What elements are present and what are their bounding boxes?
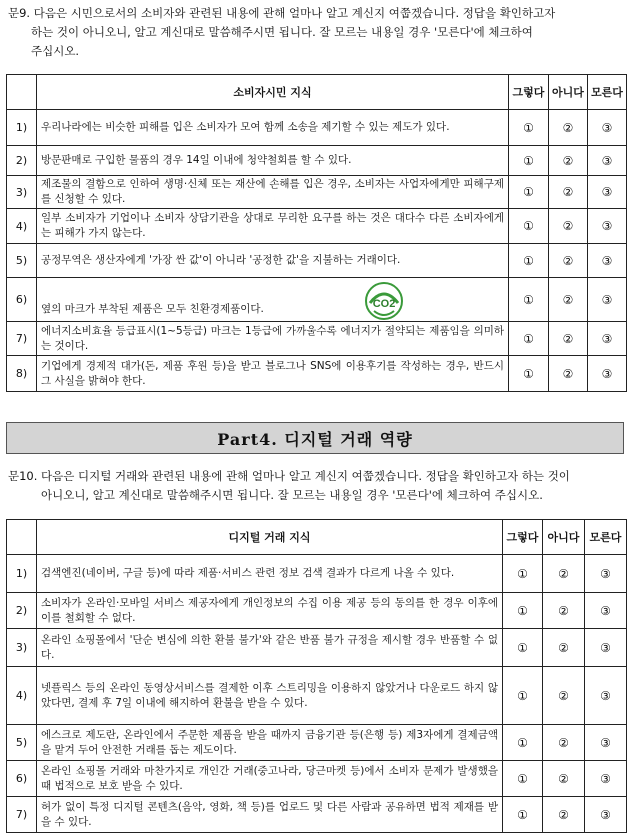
- option-yes[interactable]: ①: [503, 667, 543, 725]
- option-dunno[interactable]: ③: [585, 761, 627, 797]
- q9-prompt: [8, 4, 626, 61]
- q10-header-topic: 디지털 거래 지식: [37, 520, 503, 555]
- q9-prompt-line-1: 문9. 다음은 시민으로서의 소비자와 관련된 내용에 관해 얼마나 알고 계신지 여쭙겠습니다. 정답을 확인하고자: [8, 6, 556, 20]
- q10-prompt: [8, 467, 626, 505]
- option-no[interactable]: ②: [549, 176, 588, 209]
- option-yes[interactable]: ①: [503, 797, 543, 833]
- option-dunno[interactable]: ③: [585, 797, 627, 833]
- option-dunno[interactable]: ③: [585, 555, 627, 593]
- q9-header-topic: 소비자시민 지식: [37, 75, 509, 110]
- row-statement: 허가 없이 특정 디지털 콘텐츠(음악, 영화, 책 등)를 업로드 및 다른 사람과 공유하면 법적 제재를 받을 수 있다.: [37, 797, 503, 833]
- row-statement: 우리나라에는 비슷한 피해를 입은 소비자가 모여 함께 소송을 제기할 수 있는 제도가 있다.: [37, 110, 509, 146]
- row-statement: 방문판매로 구입한 물품의 경우 14일 이내에 청약철회를 할 수 있다.: [37, 146, 509, 176]
- q10-table: [6, 519, 627, 833]
- q9-header-dunno: 모른다: [588, 75, 627, 110]
- part4-title: Part4. 디지털 거래 역량: [217, 429, 413, 449]
- option-dunno[interactable]: ③: [585, 629, 627, 667]
- q9-header-no: 아니다: [549, 75, 588, 110]
- option-dunno[interactable]: ③: [588, 110, 627, 146]
- option-yes[interactable]: ①: [509, 322, 549, 356]
- table-row: [7, 629, 627, 667]
- option-yes[interactable]: ①: [509, 146, 549, 176]
- row-number: 7): [7, 797, 37, 833]
- row-number: 8): [7, 356, 37, 392]
- q10-header-num: [7, 520, 37, 555]
- row-number: 1): [7, 555, 37, 593]
- option-no[interactable]: ②: [549, 110, 588, 146]
- option-dunno[interactable]: ③: [588, 244, 627, 278]
- row-statement: 기업에게 경제적 대가(돈, 제품 후원 등)을 받고 블로그나 SNS에 이용후기를 작성하는 경우, 반드시 그 사실을 밝혀야 한다.: [37, 356, 509, 392]
- option-yes[interactable]: ①: [503, 761, 543, 797]
- option-no[interactable]: ②: [549, 209, 588, 244]
- option-dunno[interactable]: ③: [588, 356, 627, 392]
- row-number: 5): [7, 244, 37, 278]
- option-yes[interactable]: ①: [509, 209, 549, 244]
- option-dunno[interactable]: ③: [588, 322, 627, 356]
- row-statement: 검색엔진(네이버, 구글 등)에 따라 제품·서비스 관련 정보 검색 결과가 다르게 나올 수 있다.: [37, 555, 503, 593]
- row-number: 2): [7, 146, 37, 176]
- table-row: [7, 555, 627, 593]
- row-number: 1): [7, 110, 37, 146]
- q10-header-no: 아니다: [543, 520, 585, 555]
- option-yes[interactable]: ①: [509, 244, 549, 278]
- option-yes[interactable]: ①: [509, 110, 549, 146]
- option-dunno[interactable]: ③: [588, 176, 627, 209]
- option-dunno[interactable]: ③: [588, 209, 627, 244]
- option-no[interactable]: ②: [543, 797, 585, 833]
- option-no[interactable]: ②: [549, 244, 588, 278]
- option-dunno[interactable]: ③: [585, 593, 627, 629]
- q9-prompt-line-2: 하는 것이 아니오니, 알고 계신대로 말씀해주시면 됩니다. 잘 모르는 내용일 경우 '모른다'에 체크하여: [31, 25, 533, 39]
- row-number: 7): [7, 322, 37, 356]
- option-no[interactable]: ②: [549, 146, 588, 176]
- option-dunno[interactable]: ③: [585, 667, 627, 725]
- option-yes[interactable]: ①: [503, 725, 543, 761]
- q10-prompt-line-2: 아니오니, 알고 계신대로 말씀해주시면 됩니다. 잘 모르는 내용일 경우 '모른다'에 체크하여 주십시오.: [41, 488, 543, 502]
- q10-header-row: [7, 520, 627, 555]
- row-number: 6): [7, 761, 37, 797]
- row-number: 2): [7, 593, 37, 629]
- table-row: [7, 725, 627, 761]
- table-row: [7, 797, 627, 833]
- row-number: 4): [7, 209, 37, 244]
- q9-prompt-line-3: 주십시오.: [31, 44, 80, 58]
- row-statement: 소비자가 온라인·모바일 서비스 제공자에게 개인정보의 수집 이용 제공 등의 동의를 한 경우 이후에 이를 철회할 수 없다.: [37, 593, 503, 629]
- option-yes[interactable]: ①: [509, 176, 549, 209]
- table-row: [7, 761, 627, 797]
- q9-header-row: [7, 75, 627, 110]
- option-yes[interactable]: ①: [503, 555, 543, 593]
- table-row: [7, 146, 627, 176]
- option-no[interactable]: ②: [543, 667, 585, 725]
- option-yes[interactable]: ①: [503, 593, 543, 629]
- row-statement: [37, 278, 509, 322]
- q10-header-yes: 그렇다: [503, 520, 543, 555]
- option-no[interactable]: ②: [549, 278, 588, 322]
- row-statement: 온라인 쇼핑몰 거래와 마찬가지로 개인간 거래(중고나라, 당근마켓 등)에서 소비자 문제가 발생했을 때 법적으로 보호 받을 수 있다.: [37, 761, 503, 797]
- table-row: [7, 356, 627, 392]
- q10-header-dunno: 모른다: [585, 520, 627, 555]
- table-row: [7, 278, 627, 322]
- table-row: [7, 593, 627, 629]
- row-statement: 공정무역은 생산자에게 '가장 싼 값'이 아니라 '공정한 값'을 지불하는 거래이다.: [37, 244, 509, 278]
- row-number: 6): [7, 278, 37, 322]
- co2-certification-logo: [364, 281, 404, 321]
- option-dunno[interactable]: ③: [585, 725, 627, 761]
- option-yes[interactable]: ①: [503, 629, 543, 667]
- option-no[interactable]: ②: [543, 629, 585, 667]
- table-row: [7, 322, 627, 356]
- option-yes[interactable]: ①: [509, 278, 549, 322]
- row-number: 3): [7, 176, 37, 209]
- row-statement: 일부 소비자가 기업이나 소비자 상담기관을 상대로 무리한 요구를 하는 것은 대다수 다른 소비자에게는 피해가 가지 않는다.: [37, 209, 509, 244]
- row-statement: 제조물의 결함으로 인하여 생명·신체 또는 재산에 손해를 입은 경우, 소비자는 사업자에게만 피해구제를 신청할 수 있다.: [37, 176, 509, 209]
- row-statement: 온라인 쇼핑몰에서 '단순 변심에 의한 환불 불가'와 같은 반품 불가 규정을 제시할 경우 반품할 수 없다.: [37, 629, 503, 667]
- q10-prompt-line-1: 문10. 다음은 디지털 거래와 관련된 내용에 관해 얼마나 알고 계신지 여쭙겠습니다. 정답을 확인하고자 하는 것이: [8, 469, 570, 483]
- row-number: 3): [7, 629, 37, 667]
- option-yes[interactable]: ①: [509, 356, 549, 392]
- option-no[interactable]: ②: [543, 725, 585, 761]
- option-no[interactable]: ②: [549, 356, 588, 392]
- table-row: [7, 176, 627, 209]
- part4-section-header: [6, 422, 624, 454]
- option-dunno[interactable]: ③: [588, 146, 627, 176]
- table-row: [7, 244, 627, 278]
- co2-logo-text: CO2: [372, 298, 396, 310]
- option-no[interactable]: ②: [543, 761, 585, 797]
- option-no[interactable]: ②: [543, 593, 585, 629]
- q9-header-num: [7, 75, 37, 110]
- row-number: 5): [7, 725, 37, 761]
- option-no[interactable]: ②: [549, 322, 588, 356]
- row-statement: 에너지소비효율 등급표시(1~5등급) 마크는 1등급에 가까울수록 에너지가 절약되는 제품임을 의미하는 것이다.: [37, 322, 509, 356]
- row-statement: 넷플릭스 등의 온라인 동영상서비스를 결제한 이후 스트리밍을 이용하지 않았거나 다운로드 하지 않았다면, 결제 후 7일 이내에 해지하여 환불을 받을 수 있다.: [37, 667, 503, 725]
- q9-table: [6, 74, 627, 392]
- q9-header-yes: 그렇다: [509, 75, 549, 110]
- row-number: 4): [7, 667, 37, 725]
- row-statement-text: 옆의 마크가 부착된 제품은 모두 친환경제품이다.: [41, 303, 264, 315]
- table-row: [7, 110, 627, 146]
- option-no[interactable]: ②: [543, 555, 585, 593]
- table-row: [7, 667, 627, 725]
- table-row: [7, 209, 627, 244]
- row-statement: 에스크로 제도란, 온라인에서 주문한 제품을 받을 때까지 금융기관 등(은행 등) 제3자에게 결제금액을 맡겨 두어 안전한 거래를 돕는 제도이다.: [37, 725, 503, 761]
- option-dunno[interactable]: ③: [588, 278, 627, 322]
